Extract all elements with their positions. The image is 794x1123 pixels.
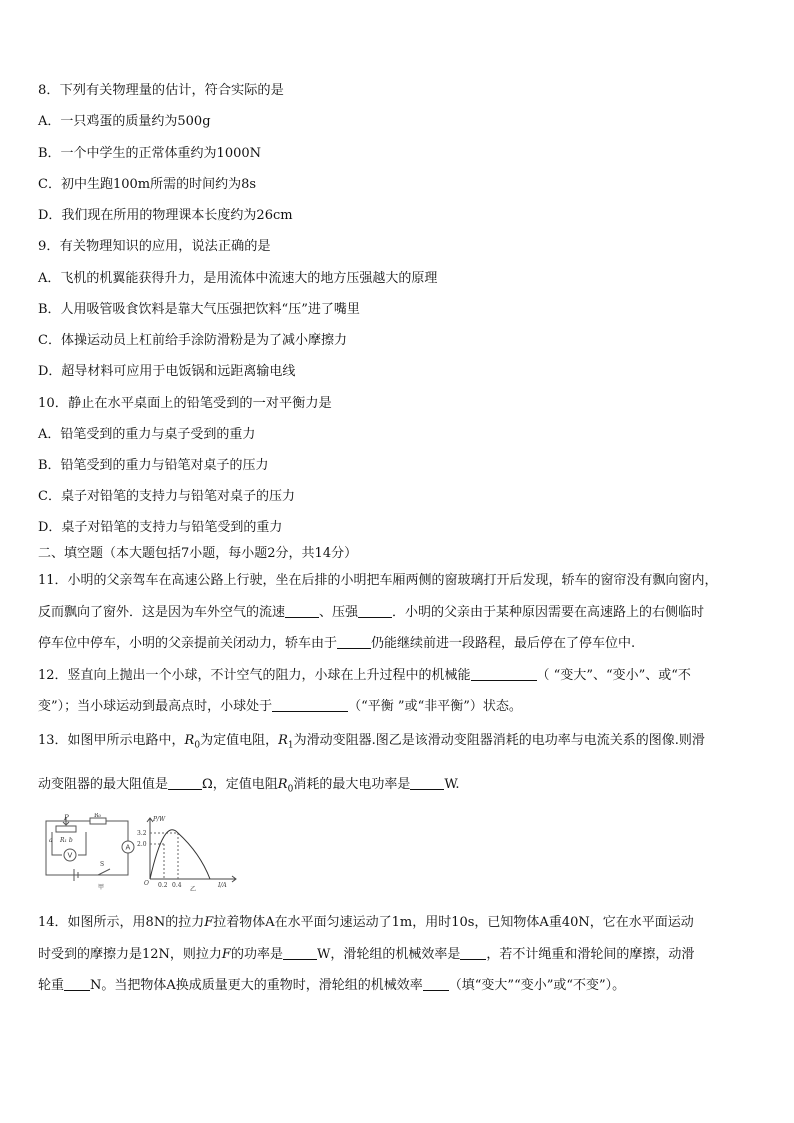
q14-line-1: 14．如图所示，用8N的拉力F拉着物体A在水平面匀速运动了1m，用时10s，已知物体A重40N，它在水平面运动 bbox=[38, 915, 694, 930]
q8-option-c: C．初中生跑100m所需的时间约为8s bbox=[38, 177, 257, 192]
section-heading: 二、填空题（本大题包括7小题，每小题2分，共14分） bbox=[38, 546, 358, 561]
graph-y-label: P/W bbox=[153, 816, 166, 823]
q8-option-b: B．一个中学生的正常体重约为1000N bbox=[38, 146, 262, 161]
q13-line-1: 13．如图甲所示电路中，$R_0$为定值电阻，$R_1$为滑动变阻器.图乙是该滑动变阻器消耗的电功率与电流关系的图像.则滑 bbox=[38, 733, 705, 751]
q9-option-b: B．人用吸管吸食饮料是靠大气压强把饮料“压”进了嘴里 bbox=[38, 302, 360, 317]
graph-y-tick-1: 3.2 bbox=[137, 830, 147, 837]
switch-label: S bbox=[100, 861, 105, 868]
q8-option-d: D．我们现在所用的物理课本长度约为26cm bbox=[38, 208, 293, 223]
graph-origin: O bbox=[144, 880, 149, 887]
answer-blank[interactable] bbox=[358, 604, 392, 618]
q11-line-3: 停车位中停车，小明的父亲提前关闭动力，轿车由于 仍能继续前进一段路程，最后停在了停车位中. bbox=[38, 636, 636, 651]
answer-blank[interactable] bbox=[168, 776, 202, 790]
circuit-diagram bbox=[46, 817, 134, 881]
q10-option-b: B．铅笔受到的重力与铅笔对桌子的压力 bbox=[38, 458, 269, 473]
q8-option-a: A．一只鸡蛋的质量约为500g bbox=[38, 114, 211, 129]
q9-option-a: A．飞机的机翼能获得升力，是用流体中流速大的地方压强越大的原理 bbox=[38, 271, 438, 286]
answer-blank[interactable] bbox=[460, 946, 486, 960]
circuit-caption: 甲 bbox=[98, 884, 105, 891]
graph-caption: 乙 bbox=[190, 886, 197, 891]
graph-y-tick-2: 2.0 bbox=[137, 841, 147, 848]
terminal-a-label: a bbox=[49, 837, 53, 844]
graph-x-tick-2: 0.4 bbox=[172, 882, 182, 889]
r1-label: R₁ b bbox=[60, 837, 73, 844]
q13-line-2: 动变阻器的最大阻值是 Ω，定值电阻$R_0$消耗的最大电功率是 W. bbox=[38, 777, 460, 795]
q10-stem: 10．静止在水平桌面上的铅笔受到的一对平衡力是 bbox=[38, 396, 332, 411]
q14-line-2: 时受到的摩擦力是12N，则拉力F的功率是 W，滑轮组的机械效率是 ，若不计绳重和滑轮间的摩擦，动滑 bbox=[38, 947, 695, 962]
answer-blank[interactable] bbox=[337, 635, 371, 649]
answer-blank[interactable] bbox=[423, 977, 449, 991]
q10-option-a: A．铅笔受到的重力与桌子受到的重力 bbox=[38, 427, 256, 442]
q12-line-2: 变”）；当小球运动到最高点时，小球处于 （“平衡 ”或“非平衡”）状态。 bbox=[38, 699, 522, 714]
slider-label: P bbox=[64, 814, 69, 822]
answer-blank[interactable] bbox=[272, 698, 348, 712]
power-current-graph bbox=[147, 818, 236, 882]
q13-figure bbox=[40, 813, 240, 891]
q10-option-d: D．桌子对铅笔的支持力与铅笔受到的重力 bbox=[38, 520, 283, 535]
answer-blank[interactable] bbox=[410, 776, 444, 790]
answer-blank[interactable] bbox=[283, 946, 317, 960]
q14-line-3: 轮重 N。当把物体A换成质量更大的重物时，滑轮组的机械效率 （填“变大”“变小”或“不变”）。 bbox=[38, 978, 626, 993]
q12-line-1: 12．竖直向上抛出一个小球，不计空气的阻力，小球在上升过程中的机械能 （ “变大”、“变小”、或“不 bbox=[38, 668, 691, 683]
r0-label: R₀ bbox=[94, 813, 101, 819]
q9-stem: 9．有关物理知识的应用，说法正确的是 bbox=[38, 239, 271, 254]
q11-line-1: 11．小明的父亲驾车在高速公路上行驶，坐在后排的小明把车厢两侧的窗玻璃打开后发现，轿车的窗帘没有飘向窗内， bbox=[38, 573, 718, 588]
q11-line-2: 反而飘向了窗外．这是因为车外空气的流速 、压强 ．小明的父亲由于某种原因需要在高速路上的右侧临时 bbox=[38, 605, 705, 620]
graph-x-label: I/A bbox=[218, 882, 227, 889]
answer-blank[interactable] bbox=[471, 667, 537, 681]
q10-option-c: C．桌子对铅笔的支持力与铅笔对桌子的压力 bbox=[38, 489, 295, 504]
q9-option-d: D．超导材料可应用于电饭锅和远距离输电线 bbox=[38, 364, 296, 379]
answer-blank[interactable] bbox=[64, 977, 90, 991]
q8-stem: 8．下列有关物理量的估计，符合实际的是 bbox=[38, 83, 284, 98]
voltmeter-icon: V bbox=[67, 851, 73, 860]
answer-blank[interactable] bbox=[285, 604, 319, 618]
ammeter-icon: A bbox=[125, 843, 131, 852]
graph-x-tick-1: 0.2 bbox=[158, 882, 168, 889]
q9-option-c: C．体操运动员上杠前给手涂防滑粉是为了减小摩擦力 bbox=[38, 333, 347, 348]
